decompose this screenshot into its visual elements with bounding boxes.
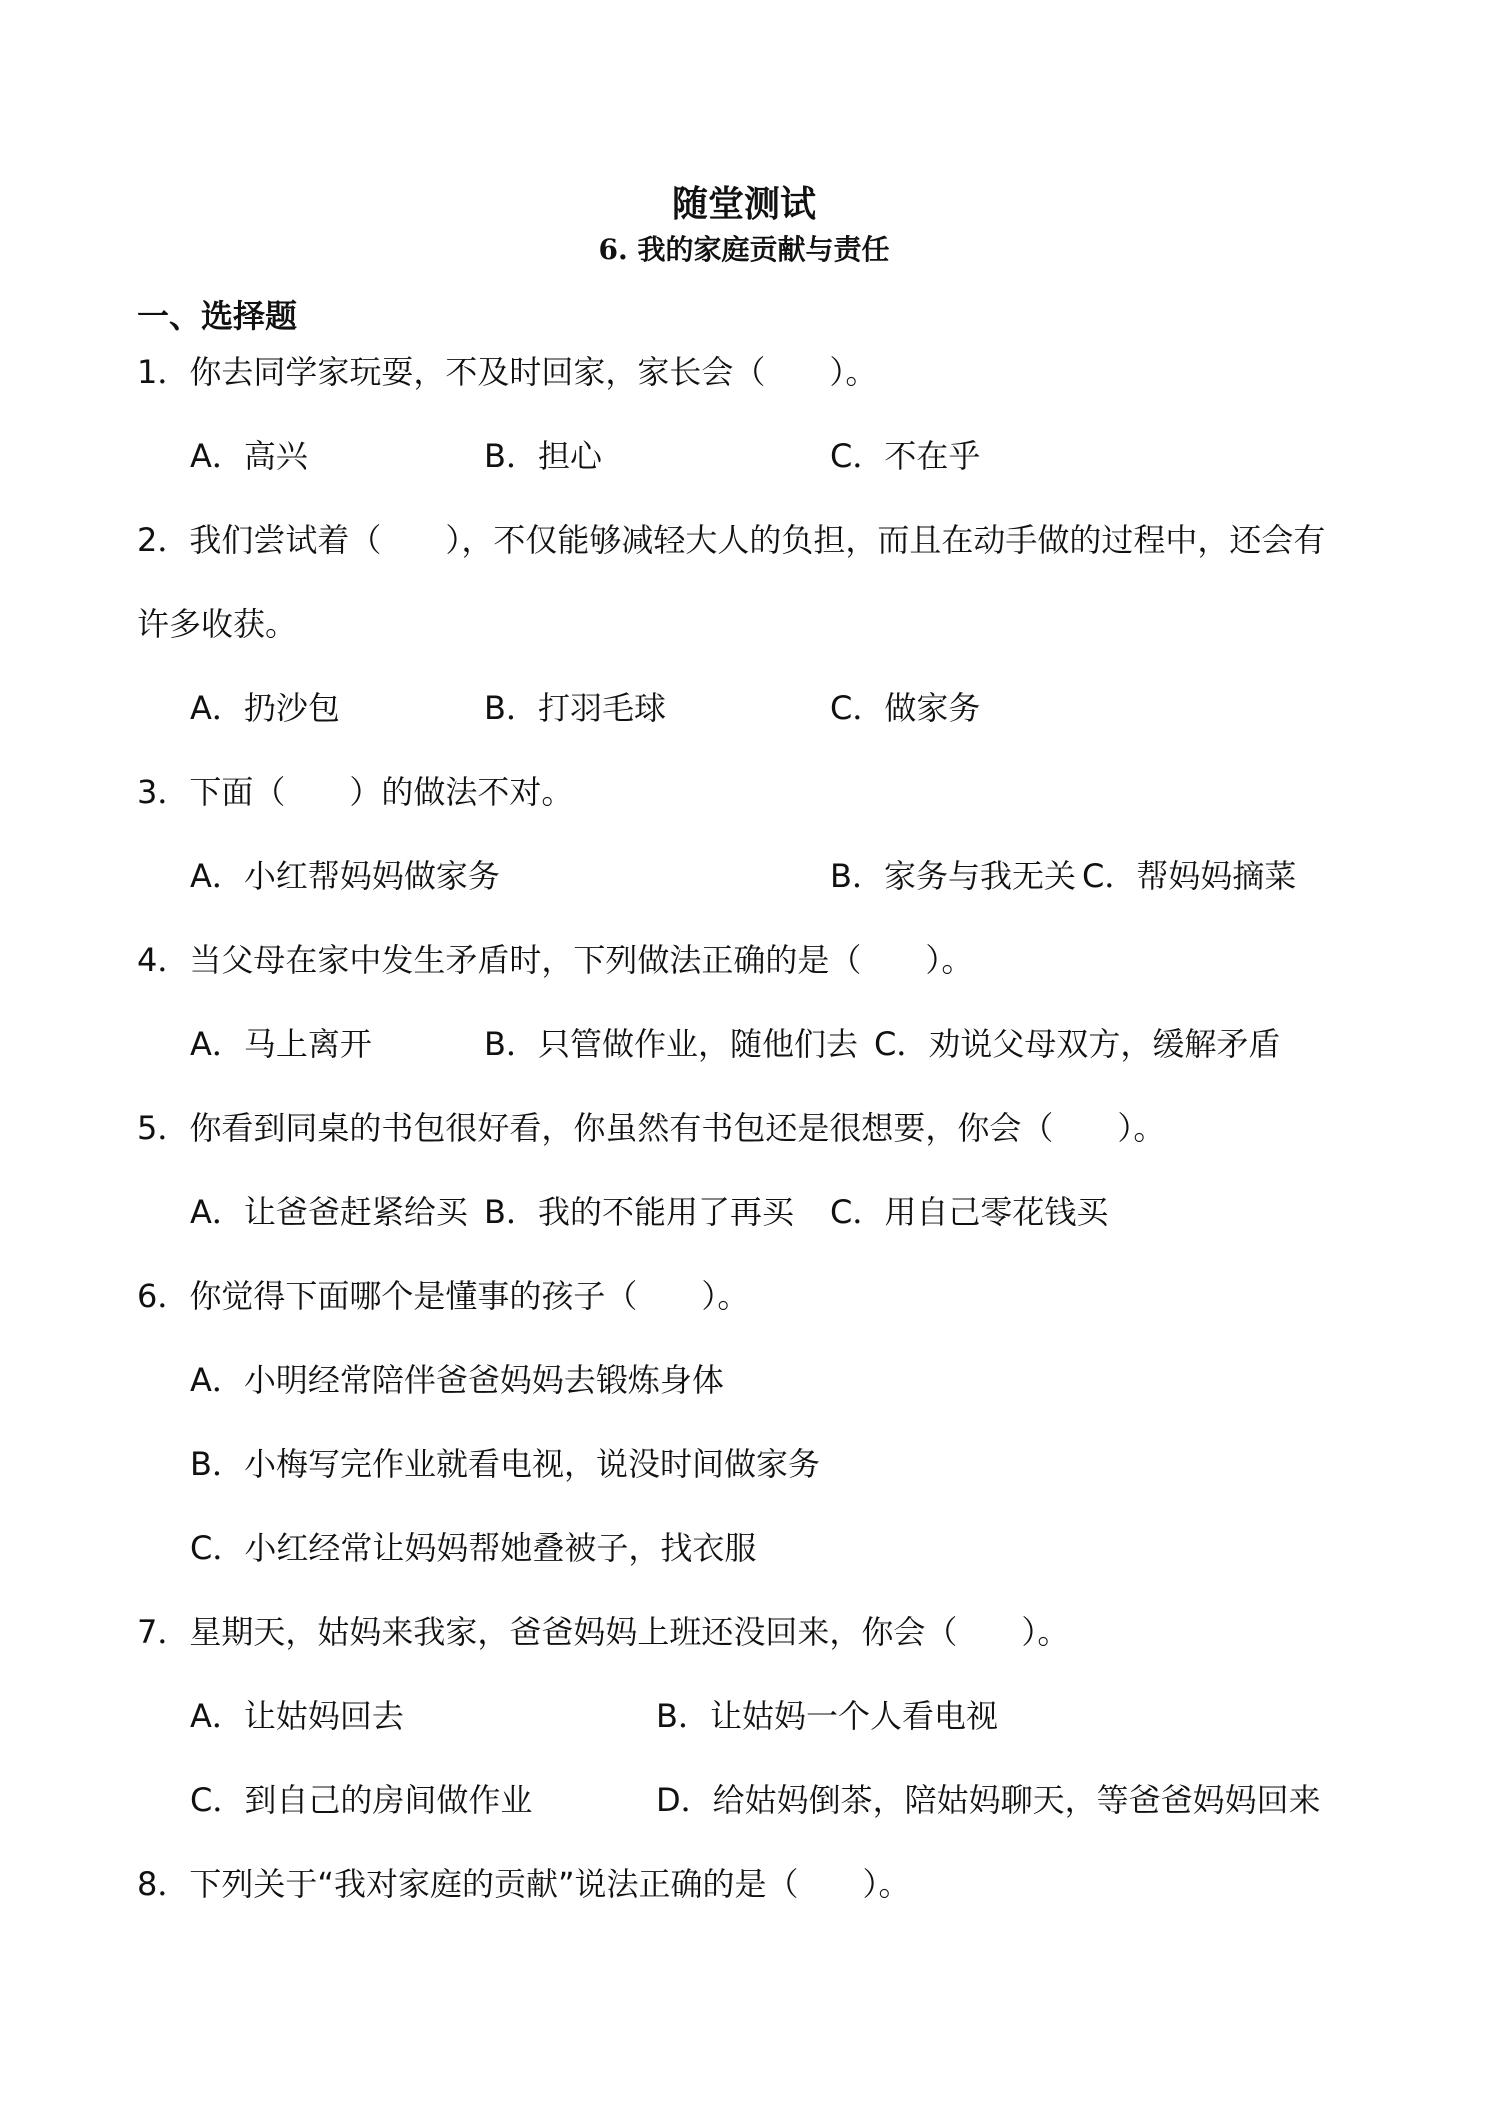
question-7-stem: 7．星期天，姑妈来我家，爸爸妈妈上班还没回来，你会（ ）。 <box>137 1613 1070 1651</box>
question-1-option-a: A．高兴 <box>190 437 308 475</box>
question-5-option-b: B．我的不能用了再买 <box>484 1193 794 1231</box>
question-2-option-c: C．做家务 <box>830 689 981 727</box>
question-2-option-a: A．扔沙包 <box>190 689 340 727</box>
question-2-stem-continued: 许多收获。 <box>137 605 298 643</box>
question-4-option-a: A．马上离开 <box>190 1025 372 1063</box>
question-3-option-b: B．家务与我无关 <box>830 857 1076 895</box>
question-1-option-b: B．担心 <box>484 437 602 475</box>
question-6-option-a: A．小明经常陪伴爸爸妈妈去锻炼身体 <box>190 1361 724 1399</box>
question-5-option-a: A．让爸爸赶紧给买 <box>190 1193 468 1231</box>
page-title: 随堂测试 <box>671 183 816 225</box>
question-3-option-a: A．小红帮妈妈做家务 <box>190 857 500 895</box>
question-3-option-c: C．帮妈妈摘菜 <box>1082 857 1297 895</box>
question-7-option-c: C．到自己的房间做作业 <box>190 1781 533 1819</box>
question-6-option-c: C．小红经常让妈妈帮她叠被子，找衣服 <box>190 1529 757 1567</box>
question-2-stem: 2．我们尝试着（ ），不仅能够减轻大人的负担，而且在动手做的过程中，还会有 <box>137 521 1326 559</box>
question-2-option-b: B．打羽毛球 <box>484 689 666 727</box>
question-7-option-d: D．给姑妈倒茶，陪姑妈聊天，等爸爸妈妈回来 <box>656 1781 1321 1819</box>
question-4-option-c: C．劝说父母双方，缓解矛盾 <box>874 1025 1281 1063</box>
question-6-option-b: B．小梅写完作业就看电视，说没时间做家务 <box>190 1445 820 1483</box>
question-3-stem: 3．下面（ ）的做法不对。 <box>137 773 574 811</box>
question-4-stem: 4．当父母在家中发生矛盾时，下列做法正确的是（ ）。 <box>137 941 974 979</box>
question-5-stem: 5．你看到同桌的书包很好看，你虽然有书包还是很想要，你会（ ）。 <box>137 1109 1166 1147</box>
question-4-option-b: B．只管做作业，随他们去 <box>484 1025 858 1063</box>
section-heading: 一、选择题 <box>137 297 298 335</box>
question-8-stem: 8．下列关于“我对家庭的贡献”说法正确的是（ ）。 <box>137 1865 911 1903</box>
question-1-stem: 1．你去同学家玩耍，不及时回家，家长会（ ）。 <box>137 353 878 391</box>
question-7-option-b: B．让姑妈一个人看电视 <box>656 1697 998 1735</box>
question-6-stem: 6．你觉得下面哪个是懂事的孩子（ ）。 <box>137 1277 750 1315</box>
page-subtitle: 6. 我的家庭贡献与责任 <box>598 233 890 266</box>
question-1-option-c: C．不在乎 <box>830 437 981 475</box>
question-7-option-a: A．让姑妈回去 <box>190 1697 404 1735</box>
question-5-option-c: C．用自己零花钱买 <box>830 1193 1109 1231</box>
